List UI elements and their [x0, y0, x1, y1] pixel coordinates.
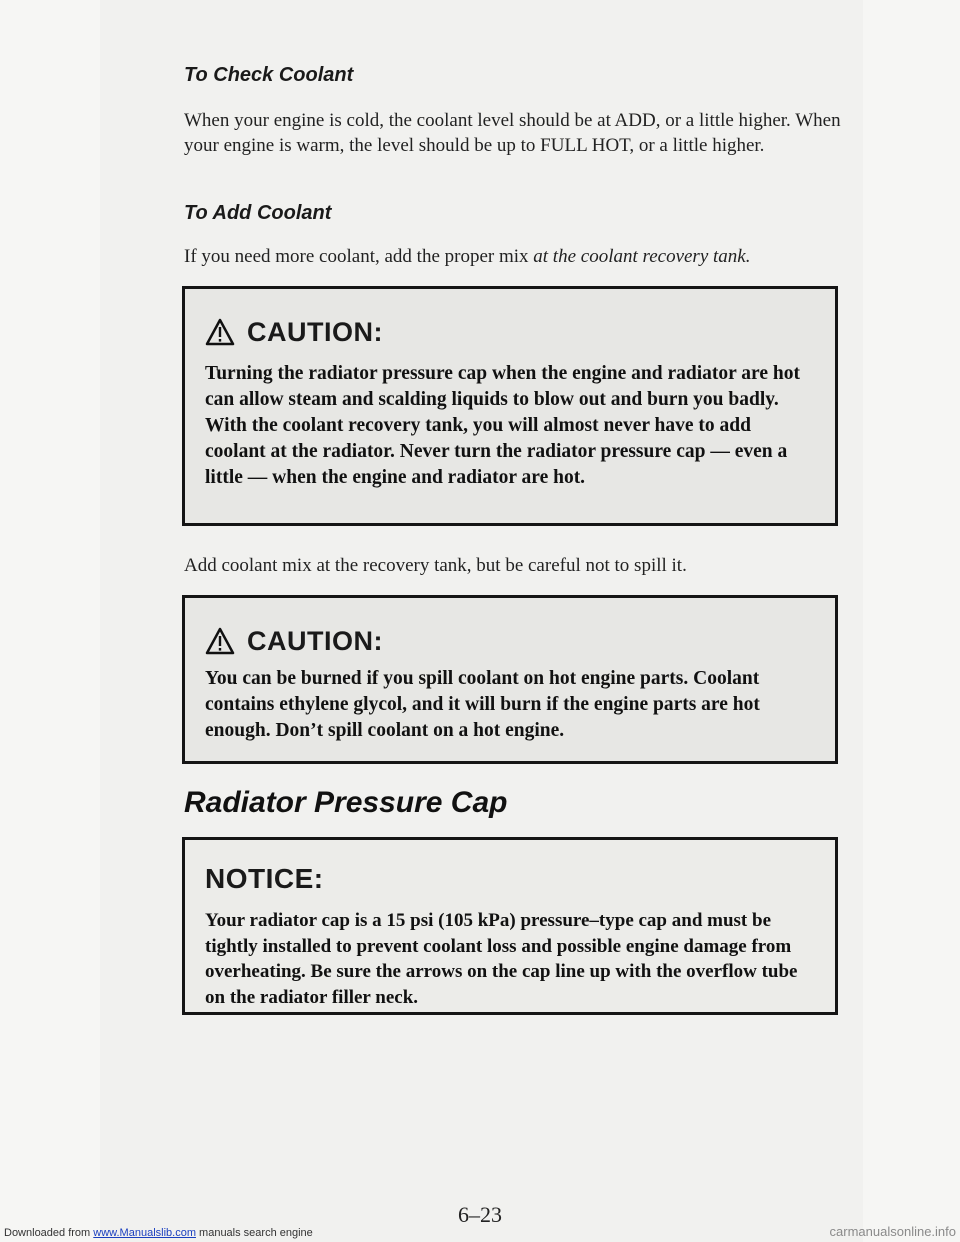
- watermark: carmanualsonline.info: [829, 1224, 956, 1239]
- caution-title-text: CAUTION:: [247, 625, 383, 656]
- notice-title: NOTICE:: [205, 863, 324, 894]
- add-coolant-text: If you need more coolant, add the proper mix: [184, 246, 534, 267]
- download-footer: [4, 1227, 313, 1239]
- radiator-pressure-cap-heading: Radiator Pressure Cap: [184, 786, 508, 819]
- page-number: 6–23: [458, 1202, 502, 1227]
- add-coolant-heading: To Add Coolant: [184, 202, 332, 224]
- notice-box: [182, 837, 838, 1015]
- manualslib-link[interactable]: www.Manualslib.com: [93, 1227, 196, 1239]
- footer-prefix: Downloaded from: [4, 1227, 94, 1239]
- check-coolant-heading: To Check Coolant: [184, 64, 354, 86]
- caution-body-steam: Turning the radiator pressure cap when the engine and radiator are hot can allow steam and scalding liquids to blow out and burn you badly. With the coolant recovery tank, you will almost never have to add coolant at the radiator. Never turn the radiator pressure cap — even a little — when the engine and radiator are hot.: [205, 363, 800, 488]
- caution-body-burn: You can be burned if you spill coolant on hot engine parts. Coolant contains ethylene glycol, and it will burn if the engine parts are hot enough. Don’t spill coolant on a hot engine.: [205, 668, 760, 741]
- add-coolant-paragraph: [184, 244, 844, 269]
- recovery-tank-paragraph: Add coolant mix at the recovery tank, but be careful not to spill it.: [184, 555, 687, 576]
- add-coolant-emphasis: at the coolant recovery tank.: [533, 246, 751, 267]
- caution-box-steam: [182, 286, 838, 526]
- warning-triangle-icon: [205, 627, 235, 655]
- warning-triangle-icon: [205, 318, 235, 346]
- caution-box-burn: [182, 595, 838, 764]
- caution-title-text: CAUTION:: [247, 316, 383, 347]
- footer-suffix: manuals search engine: [195, 1227, 313, 1239]
- check-coolant-paragraph: When your engine is cold, the coolant level should be at ADD, or a little higher. When your engine is warm, the level should be up to FULL HOT, or a little higher.: [184, 110, 841, 156]
- caution-title: [205, 309, 815, 355]
- caution-title: [205, 618, 815, 664]
- notice-body: Your radiator cap is a 15 psi (105 kPa) pressure–type cap and must be tightly installed to prevent coolant loss and possible engine damage from overheating. Be sure the arrows on the cap line up with the overflow tube on the radiator filler neck.: [205, 910, 798, 1008]
